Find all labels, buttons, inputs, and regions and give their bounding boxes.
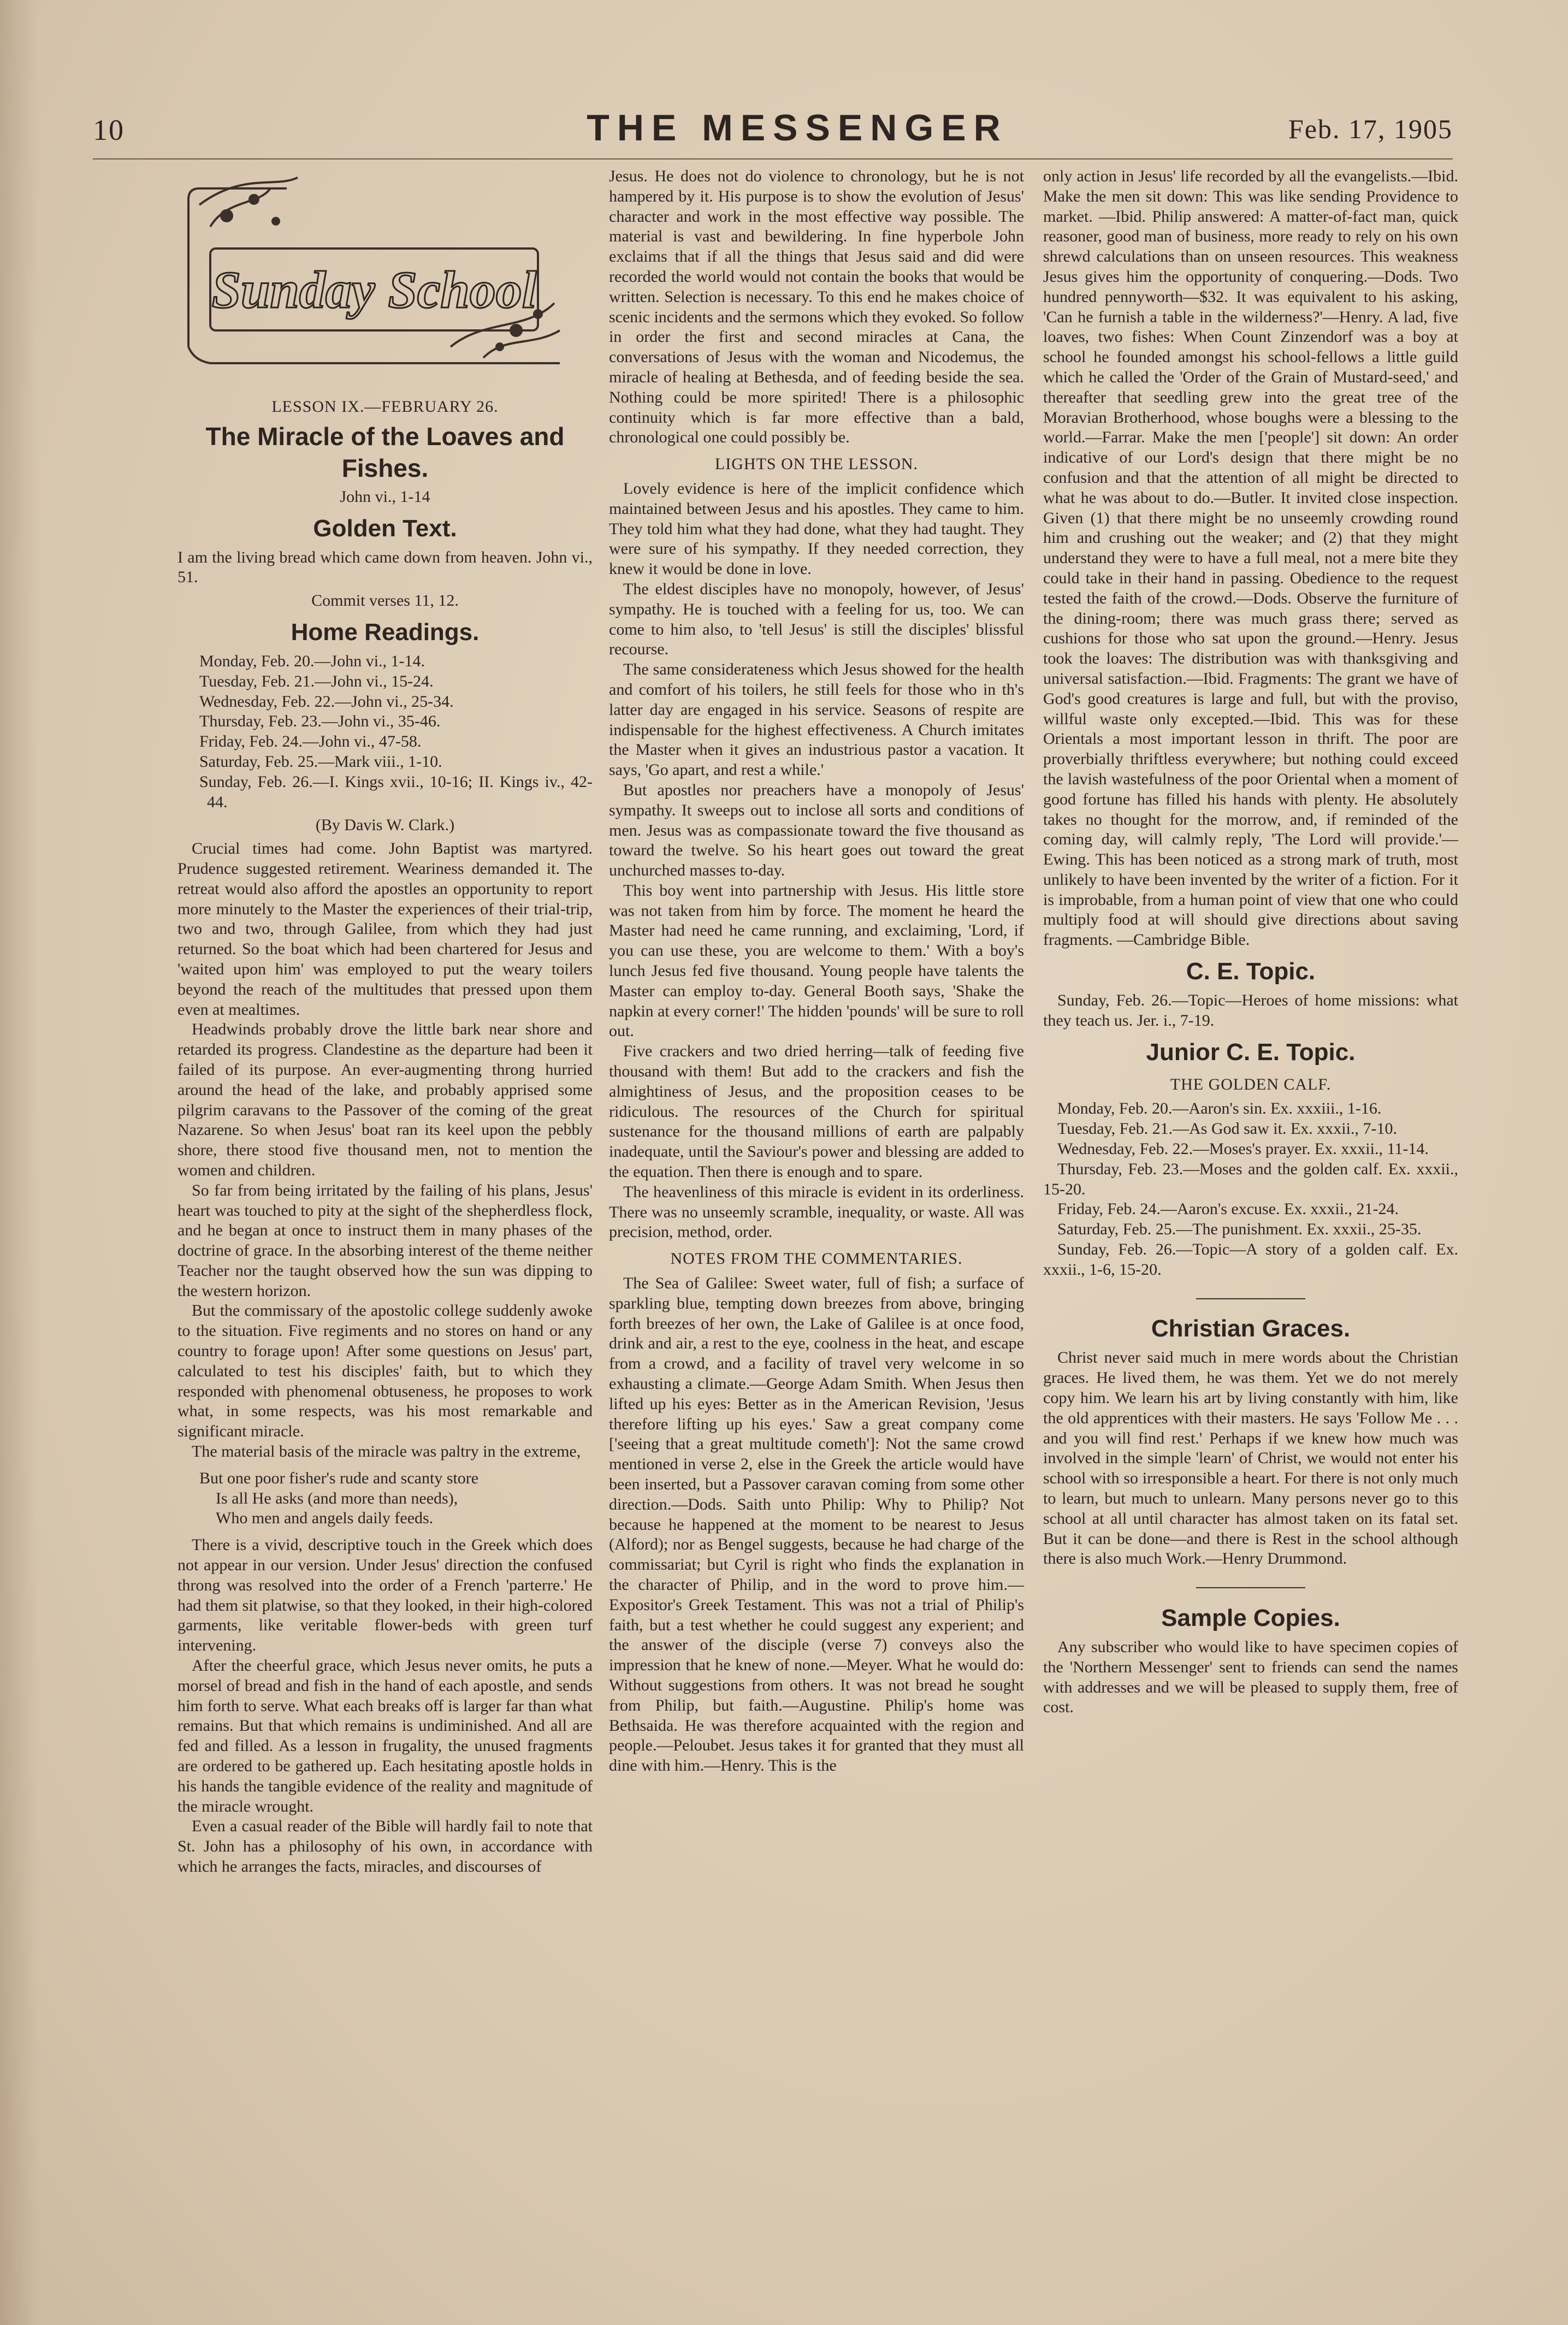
golden-calf-subheading: THE GOLDEN CALF. [1170,1075,1332,1093]
home-readings-list [177,652,593,812]
list-item: Sunday, Feb. 26.—I. Kings xvii., 10-16; II. Kings iv., 42-44. [199,772,593,811]
paragraph: Even a casual reader of the Bible will hardly fail to note that St. John has a philosophy of his own, in accordance with which he arranges the facts, miracles, and discourses of [177,1817,593,1876]
paragraph: Crucial times had come. John Baptist was martyred. Prudence suggested retirement. Weariness demanded it. The retreat would also afford the apostles an opportunity to report more minutely to the Master the experiences of their trial-trip, two and two, through Galilee, from which they had just returned. So the boat which had been chartered for Jesus and 'waited upon him' was employed to put the weary toilers beyond the reach of the multitudes that pressed upon them even at mealtimes. [177,839,593,1019]
masthead: THE MESSENGER [587,107,1008,149]
poem-line: But one poor fisher's rude and scanty store [199,1469,479,1487]
sample-copies-heading: Sample Copies. [1161,1605,1340,1631]
paragraph: Five crackers and two dried herring—talk of feeding five thousand with them! But add to the crackers and fish the almightiness of Jesus, and the proposition ceases to be ridiculous. The resources of the Church for spiritual sustenance for the thousand millions of earth are palpably inadequate, until the Saviour's power and blessing are added to the equation. Then there is enough and to spare. [609,1042,1024,1181]
lesson-title: The Miracle of the Loaves and Fishes. [205,422,565,482]
paragraph: The heavenliness of this miracle is evident in its orderliness. There was no unseemly scramble, inequality, or waste. All was precision, method, order. [609,1182,1024,1241]
paragraph: The same considerateness which Jesus showed for the health and comfort of his toilers, he still feels for those who in th's latter day are engaged in his service. Seasons of respite are indispensable for the highest effectiveness. A Church imitates the Master when it gives an industrious pastor a vacation. It says, 'Go apart, and rest a while.' [609,660,1024,779]
ce-topic-heading: C. E. Topic. [1186,958,1316,985]
lesson-reference: John vi., 1-14 [340,487,430,506]
paragraph: only action in Jesus' life recorded by all the evangelists.—Ibid. Make the men sit down: This was like sending Providence to market. —Ibid. Philip answered: A matter-of-fact man, quick reasoner, good man of business, more ready to rely on his own shrewd calculations than on unseen resources. This weakness Jesus gives him the opportunity of conquering.—Dods. Two hundred pennyworth—$32. It was equivalent to his asking, 'Can he furnish a table in the wilderness?'—Henry. A lad, five loaves, two fishes: When Count Zinzendorf was a boy at school he founded amongst his school-fellows a little guild which he called the 'Order of the Grain of Mustard-seed,' and thereafter that seedling grew into the great tree of the Moravian Brotherhood, whose boughs were a blessing to the world.—Farrar. Make the men ['people'] sit down: An order indicative of our Lord's design that there might be no confusion and that the attention of all might be directed to what he was about to do.—Butler. It invited close inspection. Given (1) that there might be no unseemly crowding round him and crushing out the weaker; and (2) that they might understand they were to have a full meal, not a mere bite they could take in their hand in passing. Obedience to the request tested the faith of the crowd.—Dods. Observe the furniture of the dining-room; there was much grass there; served as cushions for those who sat upon the ground.—Henry. Jesus took the loaves: The distribution was with thanksgiving and universal satisfaction.—Ibid. Fragments: The grant we have of God's good creatures is large and full, but with the proviso, willful waste only excepted.—Ibid. This was for these Orientals a most important lesson in thrift. The poor are proverbially thriftless everywhere; but nothing could exceed the lavish wastefulness of the poor Oriental when a moment of good fortune has filled his hands with plenty. He absolutely takes no thought for the morrow, and, if reminded of the coming day, will calmly reply, 'The Lord will provide.'—Ewing. This has been noticed as a strong mark of truth, most unlikely to have been invented by the writer of a fiction. For it is improbable, from a human point of view that one who could multiply food at will should give directions about saving fragments. —Cambridge Bible. [1043,167,1458,949]
page-header [93,107,1453,156]
list-item: Monday, Feb. 20.—Aaron's sin. Ex. xxxiii., 1-16. [1057,1099,1382,1118]
list-item: Friday, Feb. 24.—John vi., 47-58. [199,732,422,751]
commit-verses: Commit verses 11, 12. [311,591,459,610]
paragraph: Jesus. He does not do violence to chronology, but he is not hampered by it. His purpose is to show the evolution of Jesus' character and work in the most effective way possible. The material is vast and bewildering. In fine hyperbole John exclaims that if all the things that Jesus said and did were recorded the world would not contain the books that would be written. Selection is necessary. To this end he makes choice of scenic incidents and the sermons which they evoked. So follow in order the first and second miracles at Cana, the conversations of Jesus with the woman and Nicodemus, the miracle of healing at Bethesda, and of feeding beside the sea. Nothing could be more spirited! There is a philosophic continuity which is far more effective than a bald, chronological one could possibly be. [609,167,1024,447]
paragraph: But apostles nor preachers have a monopoly of Jesus' sympathy. It sweeps out to inclose all sorts and conditions of men. Jesus was as compassionate toward the five thousand as toward the twelve. So his heart goes out toward the great unchurched masses to-day. [609,780,1024,880]
poem-quote [199,1469,593,1529]
issue-date: Feb. 17, 1905 [1288,114,1453,144]
paragraph: The Sea of Galilee: Sweet water, full of fish; a surface of sparkling blue, tempting down breezes from above, bringing forth breezes of her own, the Lake of Galilee is at once food, drink and air, a rest to the eye, coolness in the heat, and escape from a crowd, and a facility of travel very welcome in so exhausting a climate.—George Adam Smith. When Jesus then lifted up his eyes: Better as in the American Revision, 'Jesus therefore lifting up his eyes.' Saw a great company come ['seeing that a great multitude cometh']: Not the same crowd mentioned in verse 2, else in the Greek the article would have been inserted, but a Passover caravan coming from some other direction.—Dods. Saith unto Philip: Why to Philip? Not because he happened at the moment to be nearest to Jesus (Alford); nor as Bengel suggests, because he had charge of the commissariat; but Cyril is right who finds the explanation in the character of Philip, and in the word to prove him.—Expositor's Greek Testament. This was not a trial of Philip's faith, but a test whether he could suggest any experient; and the answer of the disciple (verse 7) conveys also the impression that he knew of none.—Meyer. What he would do: Without suggestions from others. It was not bread he sought from Philip, but faith.—Augustine. Philip's home was Bethsaida. He was therefore acquainted with the region and people.—Peloubet. Jesus takes it for granted that they must all dine with him.—Henry. This is the [609,1274,1024,1775]
paragraph: The eldest disciples have no monopoly, however, of Jesus' sympathy. He is touched with a feeling for us, too. We can come to him also, to 'tell Jesus' is still the disciples' blissful recourse. [609,579,1024,659]
list-item: Wednesday, Feb. 22.—John vi., 25-34. [199,692,454,711]
column-2 [609,167,1024,1776]
paragraph: Lovely evidence is here of the implicit confidence which maintained between Jesus and his apostles. They came to him. They told him what they had done, what they had taught. They were sure of his sympathy. If they needed correction, they knew it would be done in love. [609,479,1024,578]
list-item: Tuesday, Feb. 21.—John vi., 15-24. [199,672,434,690]
list-item: Friday, Feb. 24.—Aaron's excuse. Ex. xxxii., 21-24. [1057,1200,1399,1218]
paragraph: Headwinds probably drove the little bark near shore and retarded its progress. Clandestine as the departure had been it failed of its purpose. An ever-augmenting throng hurried around the head of the lake, and probably apprised some pilgrim caravans to the Passover of the coming of the great Nazarene. So when Jesus' boat ran its keel upon the pebbly shore, there stood five thousand men, not to mention the women and children. [177,1020,593,1179]
header-rule [93,158,1453,159]
paragraph: There is a vivid, descriptive touch in the Greek which does not appear in our version. Under Jesus' direction the confused throng was resolved into the order of a French 'parterre.' He had them sit platwise, so that they looked, in their high-colored garments, like veritable flower-beds with green turf intervening. [177,1536,593,1655]
notes-heading: NOTES FROM THE COMMENTARIES. [670,1250,963,1268]
paragraph: After the cheerful grace, which Jesus never omits, he puts a morsel of bread and fish in the hand of each apostle, and sends him forth to serve. What each breaks off is larger far than what remains. But that which remains is undiminished. And all are fed and filled. As a lesson in frugality, the unused fragments are ordered to be gathered up. Each hesitating apostle holds in his hands the tangible evidence of the reality and magnitude of the miracle wrought. [177,1657,593,1815]
list-item: Wednesday, Feb. 22.—Moses's prayer. Ex. xxxii., 11-14. [1057,1140,1429,1158]
author-byline: (By Davis W. Clark.) [315,816,455,835]
golden-text: I am the living bread which came down from heaven. John vi., 51. [177,548,593,587]
paragraph: The material basis of the miracle was paltry in the extreme, [192,1442,581,1461]
home-readings-heading: Home Readings. [291,618,480,646]
page-number: 10 [93,114,125,146]
divider-ornament [1043,1288,1458,1308]
divider-ornament [1043,1577,1458,1597]
list-item: Thursday, Feb. 23.—John vi., 35-46. [199,712,441,731]
column-1 [177,167,593,1877]
paragraph: Christ never said much in mere words about the Christian graces. He lived them, he was them. Yet we do not merely copy him. We learn his art by living constantly with him, like the old apprentices with their masters. He says 'Follow Me . . . and you will find rest.' Perhaps if we knew how much was involved in the simple 'learn' of Christ, we would not enter his school with so irresponsible a heart. For there is not only much to learn, but much to unlearn. Many persons never go to this school at all until character has almost taken on its fatal set. But it can be done—and there is Rest in the school although there is also much Work.—Henry Drummond. [1043,1348,1458,1568]
golden-text-heading: Golden Text. [313,514,457,542]
sunday-school-logo [177,167,582,385]
paragraph: Sunday, Feb. 26.—Topic—Heroes of home missions: what they teach us. Jer. i., 7-19. [1043,991,1458,1030]
lesson-label: LESSON IX.—FEBRUARY 26. [271,398,499,416]
junior-ce-heading: Junior C. E. Topic. [1146,1038,1356,1066]
logo-text: Sunday School [211,261,537,319]
poem-line: Who men and angels daily feeds. [216,1509,434,1528]
lights-heading: LIGHTS ON THE LESSON. [714,455,919,474]
list-item: Sunday, Feb. 26.—Topic—A story of a golden calf. Ex. xxxii., 1-6, 15-20. [1043,1240,1458,1279]
list-item: Saturday, Feb. 25.—Mark viii., 1-10. [199,752,442,771]
list-item: Monday, Feb. 20.—John vi., 1-14. [199,652,425,670]
list-item: Saturday, Feb. 25.—The punishment. Ex. xxxii., 25-35. [1057,1220,1422,1239]
christian-graces-heading: Christian Graces. [1151,1315,1351,1342]
column-3 [1043,167,1458,1718]
paragraph: But the commissary of the apostolic college suddenly awoke to the situation. Five regiments and no stores on hand or any country to forage upon! After some questions on Jesus' part, calculated to test his disciples' faith, but to which they responded with phenomenal obtuseness, he proposes to work what, in some respects, was his most remarkable and significant miracle. [177,1301,593,1441]
paragraph: This boy went into partnership with Jesus. His little store was not taken from him by force. The moment he heard the Master had need he came running, and exclaiming, 'Lord, if you can use these, you are welcome to them.' With a boy's lunch Jesus fed five thousand. Young people have talents the Master can employ to-day. General Booth says, 'Shake the napkin at every corner!' The hidden 'pounds' will be sure to roll out. [609,881,1024,1040]
poem-line: Is all He asks (and more than needs), [216,1489,458,1507]
paragraph: So far from being irritated by the failing of his plans, Jesus' heart was touched to pity at the sight of the shepherdless flock, and he began at once to instruct them in many phases of the doctrine of grace. In the absorbing interest of the theme neither Teacher nor the taught observed how the sun was dipping to the western horizon. [177,1181,593,1300]
paragraph: Any subscriber who would like to have specimen copies of the 'Northern Messenger' sent to friends can send the names with addresses and we will be pleased to supply them, free of cost. [1043,1638,1458,1717]
list-item: Tuesday, Feb. 21.—As God saw it. Ex. xxxii., 7-10. [1057,1120,1397,1138]
list-item: Thursday, Feb. 23.—Moses and the golden calf. Ex. xxxii., 15-20. [1043,1159,1458,1198]
